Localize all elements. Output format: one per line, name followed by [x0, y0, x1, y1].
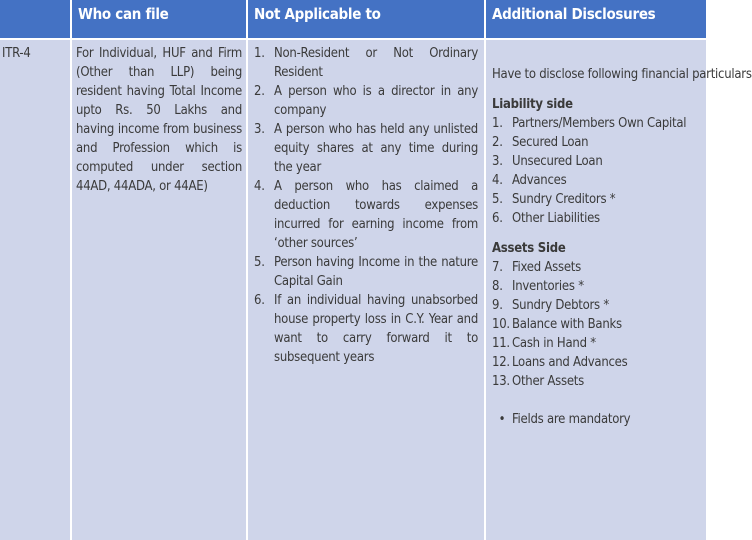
- list-item: 8. Inventories *: [492, 279, 584, 294]
- list-item: 1. Non-Resident or Not Ordinary Resident: [254, 46, 478, 80]
- list-item: 3. A person who has held any unlisted equity shares at any time during the year: [254, 122, 478, 175]
- not-applicable-cell: [248, 40, 484, 540]
- who-can-file-text: For Individual, HUF and Firm (Other than LLP) being resident having Total Income upto Rs. 50 Lakhs and having income from business and Profession which is computed under section 44AD, 44ADA, or 44AE): [76, 46, 242, 194]
- list-item: 4. Advances: [492, 173, 567, 188]
- list-item: 2. Secured Loan: [492, 135, 589, 150]
- list-item: 12. Loans and Advances: [492, 355, 628, 370]
- liability-heading: Liability side: [492, 97, 573, 112]
- disclosures-cell: [486, 40, 752, 540]
- assets-list: [492, 258, 706, 391]
- list-item: 2. A person who is a director in any company: [254, 84, 478, 118]
- list-item: 9. Sundry Debtors *: [492, 298, 609, 313]
- list-item: 5. Sundry Creditors *: [492, 192, 616, 207]
- list-item: 7. Fixed Assets: [492, 260, 581, 275]
- liability-list: [492, 114, 706, 228]
- header-who-can-file: Who can file: [72, 0, 246, 38]
- form-name: ITR-4: [2, 46, 31, 61]
- mandatory-note-text: Fields are mandatory: [512, 412, 631, 427]
- list-item: 6. If an individual having unabsorbed house property loss in C.Y. Year and want to carry forward it to subsequent years: [254, 293, 478, 365]
- header-form: [0, 0, 70, 38]
- assets-heading: Assets Side: [492, 241, 566, 256]
- not-applicable-list: [254, 44, 478, 367]
- list-item: 3. Unsecured Loan: [492, 154, 603, 169]
- list-item: 5. Person having Income in the nature Capital Gain: [254, 255, 478, 289]
- list-item: 4. A person who has claimed a deduction towards expenses incurred for earning income from ‘other sources’: [254, 179, 478, 251]
- disclosures-intro: Have to disclose following financial particulars: [492, 67, 752, 82]
- header-not-applicable: Not Applicable to: [248, 0, 484, 38]
- list-item: 13. Other Assets: [492, 374, 584, 389]
- list-item: 1. Partners/Members Own Capital: [492, 116, 687, 131]
- list-item: 10. Balance with Banks: [492, 317, 622, 332]
- form-cell: [0, 40, 70, 540]
- who-can-file-cell: [72, 40, 246, 540]
- bullet-icon: •: [498, 412, 506, 427]
- list-item: 11. Cash in Hand *: [492, 336, 596, 351]
- mandatory-note: [492, 410, 706, 429]
- list-item: 6. Other Liabilities: [492, 211, 600, 226]
- header-additional-disclosures: Additional Disclosures: [486, 0, 706, 38]
